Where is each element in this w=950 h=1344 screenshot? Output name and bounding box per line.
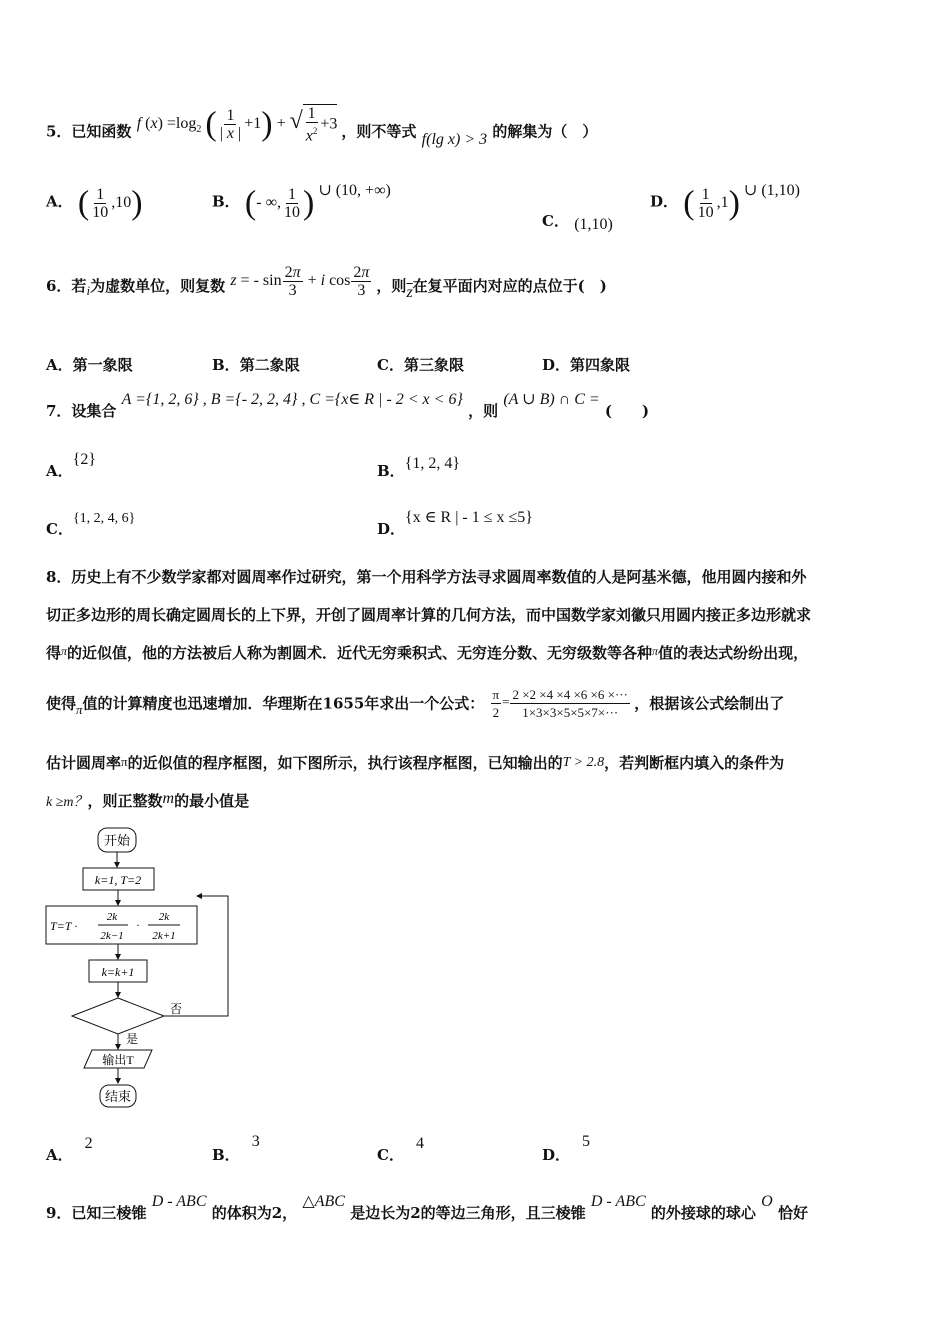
q7-text-2: ，则 — [468, 402, 499, 420]
option-value: ( $\frac{1}{10}$ ,10) — [77, 184, 143, 221]
q5-option-c — [542, 210, 613, 231]
q9-text-1: 的体积为2， — [211, 1204, 298, 1222]
option-value: (- ∞, $\frac{1}{10}$ ) ∪ (10, +∞) — [244, 181, 391, 221]
q6-text-1: 为虚数单位，则复数 — [90, 277, 226, 296]
q5-tail: 的解集为（ ） — [492, 122, 598, 141]
program-flowchart — [40, 822, 240, 1118]
q6-option-d: D．第四象限 — [542, 356, 631, 374]
q5-number: 5．已知函数 — [46, 122, 132, 141]
q9-text-4: 恰好 — [777, 1204, 808, 1222]
q8-line-6: k ≥m？，则正整数m的最小值是 — [46, 790, 250, 810]
q7-text-3: ( ) — [604, 402, 650, 420]
q7-expression: (A ∪ B) ∩ C = — [503, 391, 600, 408]
q5-option-b — [212, 181, 391, 222]
q5-function: f $(x) =\log_2$ ( $\frac{1}{| x |}$ +1) + √ $\frac{1}{x^2}$ +3 — [136, 105, 338, 145]
q9-text-2: 是边长为2的等边三角形，且三棱锥 — [350, 1204, 586, 1222]
wallis-formula: $\frac{\pi}{2}$ = $\frac{2 \times 2 \times 4 \times 4 \times 6 \times 6 \times\cdot\cdot\cdot}{1\times 3\times 3\times 5\times 5\times 7\times\cdot\cdot\cdot}$ — [492, 687, 628, 720]
q7-option-c: C．{1, 2, 4, 6} — [46, 511, 136, 538]
flow-frac1-den: 2k−1 — [100, 930, 124, 942]
q6-text-3: 在复平面内对应的点位于( ) — [412, 277, 607, 296]
q7-option-d: D．{x ∈ R | - 1 ≤ x ≤5} — [377, 509, 533, 538]
q6-complex-number: z = - sin $\frac{2\pi}{3}$ + i cos $\frac{2\pi}{3}$ — [230, 264, 370, 299]
q6-text-2: ，则 — [376, 277, 407, 296]
q9-center-o: O — [761, 1193, 773, 1210]
question-6 — [46, 264, 607, 305]
q6-option-a: A．第一象限 — [46, 356, 133, 374]
option-label: A． — [46, 192, 73, 211]
flow-frac2-den: 2k+1 — [152, 930, 176, 942]
option-value: ( $\frac{1}{10}$ ,1) ∪ (1,10) — [683, 181, 800, 221]
q5-option-d — [650, 181, 800, 222]
q7-number: 7．设集合 — [46, 402, 117, 420]
flow-frac1-num: 2k — [106, 911, 118, 923]
flow-frac2-num: 2k — [158, 911, 170, 923]
q6-number: 6．若 — [46, 277, 87, 296]
q7-option-b: B．{1, 2, 4} — [377, 455, 461, 480]
q8-line-5: 估计圆周率π的近似值的程序框图，如下图所示，执行该程序框图，已知输出的T > 2.8，若判断框内填入的条件为 — [46, 754, 785, 772]
flow-dot: · — [136, 918, 140, 932]
flow-init-label: k=1, T=2 — [94, 873, 142, 887]
q8-option-d: D．5 — [542, 1133, 591, 1164]
q9-text-3: 的外接球的球心 — [650, 1204, 756, 1222]
q8-option-a: A．2 — [46, 1135, 93, 1164]
q8-line-2: 切正多边形的周长确定圆周长的上下界，开创了圆周率计算的几何方法，而中国数学家刘徽只用圆内接正多边形就求 — [46, 606, 812, 624]
q8-option-b: B．3 — [212, 1133, 260, 1164]
question-9 — [46, 1190, 808, 1222]
q9-tetra-1: D - ABC — [151, 1193, 207, 1210]
q9-number: 9．已知三棱锥 — [46, 1204, 147, 1222]
q5-inequality: f(lg x) > 3 — [421, 131, 488, 149]
q6-i: i — [86, 283, 91, 299]
flow-increment-label: k=k+1 — [101, 965, 135, 979]
q5-mid: ，则不等式 — [341, 122, 417, 141]
flow-output-label: 输出T — [102, 1053, 134, 1067]
q6-option-c: C．第三象限 — [377, 356, 464, 374]
option-label: D． — [650, 192, 679, 211]
q8-line-4: 使得π值的计算精度也迅速增加．华理斯在1655年求出一个公式： $\frac{\pi}{2}$ = $\frac{2 \times 2 \times 4 \times 4 \times 6 \times 6 \times\cdot\cdot\cdot}{1\times 3\times 3\times 5\times 5\times 7\times\cdot\cdot\cdot}$ ，根据该公式绘制出了 — [46, 687, 785, 720]
flow-decision-node — [72, 998, 164, 1034]
option-label: C． — [542, 212, 569, 230]
q8-line-3: 得$^\pi$的近似值，他的方法被后人称为割圆术．近代无穷乘积式、无穷连分数、无穷级数等各种$^\pi$值的表达式纷纷出现， — [46, 644, 809, 662]
q7-option-a: A．{2} — [46, 451, 96, 480]
option-value: (1,10) — [574, 216, 613, 233]
q6-zbar: $\overline{z}$ — [406, 284, 413, 302]
flow-no-label: 否 — [170, 1002, 183, 1016]
q6-option-b: B．第二象限 — [212, 356, 300, 374]
flow-start-label: 开始 — [103, 833, 131, 848]
flow-yes-label: 是 — [126, 1032, 139, 1046]
q5-option-a — [46, 184, 143, 222]
question-5 — [46, 105, 598, 152]
q7-sets: A ={1, 2, 6} , B ={- 2, 2, 4} , C ={x∈ R | - 2 < x < 6} — [121, 391, 463, 408]
q9-tetra-2: D - ABC — [590, 1193, 646, 1210]
flow-update-lhs: T=T · — [50, 919, 78, 933]
q8-option-c: C．4 — [377, 1135, 424, 1164]
q8-line-1: 8．历史上有不少数学家都对圆周率作过研究，第一个用科学方法寻求圆周率数值的人是阿基米德，他用圆内接和外 — [46, 568, 807, 586]
option-label: B． — [212, 192, 240, 211]
question-7 — [46, 388, 650, 420]
q9-triangle: △ABC — [302, 1193, 345, 1210]
flow-end-label: 结束 — [104, 1089, 132, 1104]
